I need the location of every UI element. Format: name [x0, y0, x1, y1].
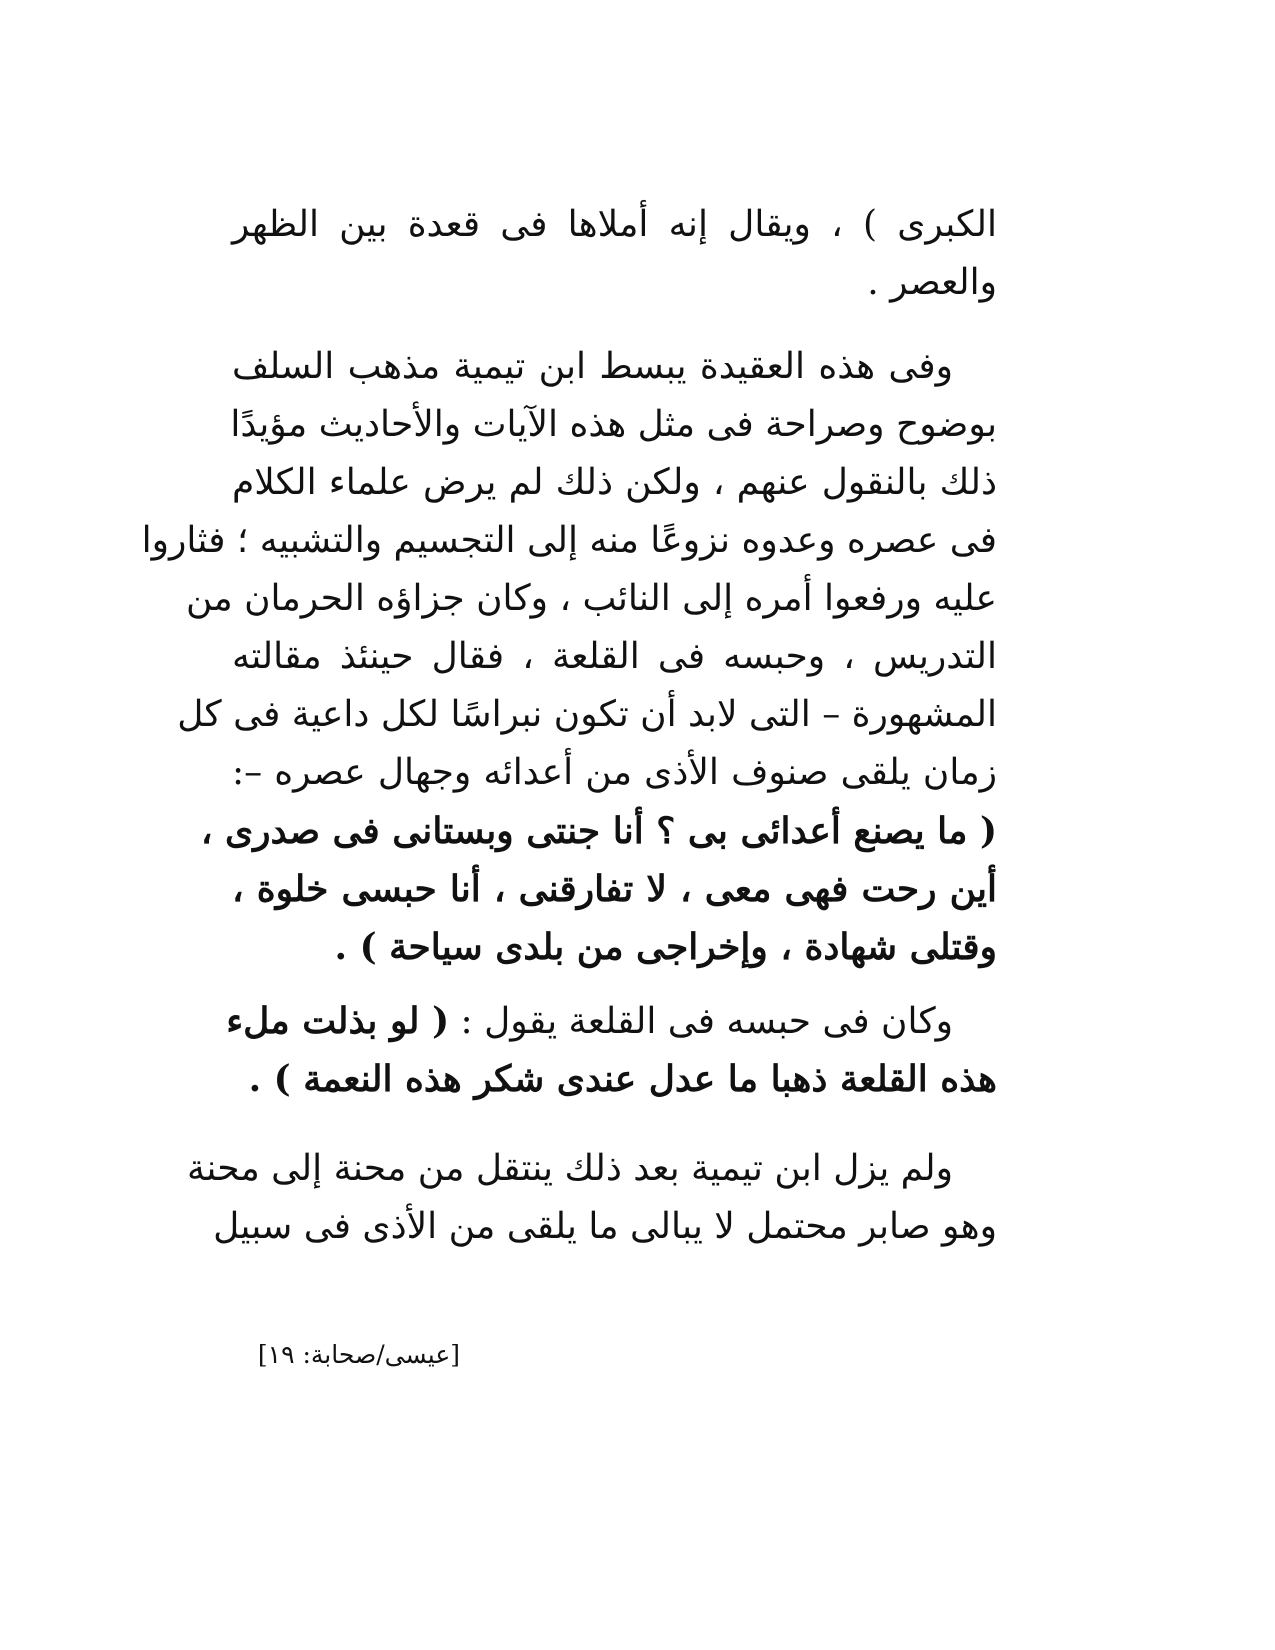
text-line: الكبرى ) ، ويقال إنه أملاها فى قعدة بين الظهر — [232, 204, 997, 245]
text-line: ولم يزل ابن تيمية بعد ذلك ينتقل من محنة إلى محنة — [187, 1148, 953, 1189]
text-segment: وكان فى حبسه فى القلعة يقول : — [449, 1001, 953, 1042]
page-footer-reference: [عيسى/صحابة: ١٩] — [257, 1340, 460, 1369]
quote-line: هذه القلعة ذهبا ما عدل عندى شكر هذه النعمة ) . — [248, 1058, 997, 1100]
quote-line: أين رحت فهى معى ، لا تفارقنى ، أنا حبسى خلوة ، — [232, 868, 997, 910]
text-line: فى عصره وعدوه نزوعًا منه إلى التجسيم والتشبيه ؛ فثاروا — [141, 520, 997, 561]
quote-line: وقتلى شهادة ، وإخراجى من بلدى سياحة ) . — [334, 926, 997, 968]
text-line: بوضوح وصراحة فى مثل هذه الآيات والأحاديث مؤيدًا — [230, 404, 997, 445]
quote-line: ( ما يصنع أعدائى بى ؟ أنا جنتى وبستانى فى صدرى ، — [200, 810, 997, 852]
text-line: زمان يلقى صنوف الأذى من أعدائه وجهال عصره –: — [232, 752, 997, 793]
text-line: وهو صابر محتمل لا يبالى ما يلقى من الأذى فى سبيل — [213, 1206, 997, 1247]
paragraph-2 — [141, 338, 997, 976]
paragraph-3 — [226, 992, 997, 1108]
paragraph-1 — [232, 196, 997, 312]
text-line: عليه ورفعوا أمره إلى النائب ، وكان جزاؤه الحرمان من — [185, 578, 997, 619]
text-line: والعصر . — [867, 262, 997, 303]
text-line: ذلك بالنقول عنهم ، ولكن ذلك لم يرض علماء الكلام — [232, 462, 997, 503]
text-line: التدريس ، وحبسه فى القلعة ، فقال حينئذ مقالته — [232, 636, 997, 677]
text-line: وفى هذه العقيدة يبسط ابن تيمية مذهب السلف — [232, 346, 953, 387]
text-line: المشهورة – التى لابد أن تكون نبراسًا لكل داعية فى كل — [177, 694, 997, 735]
quote-segment: ( لو بذلت ملء — [226, 1000, 450, 1042]
text-line — [226, 992, 997, 1050]
paragraph-4 — [187, 1140, 997, 1256]
